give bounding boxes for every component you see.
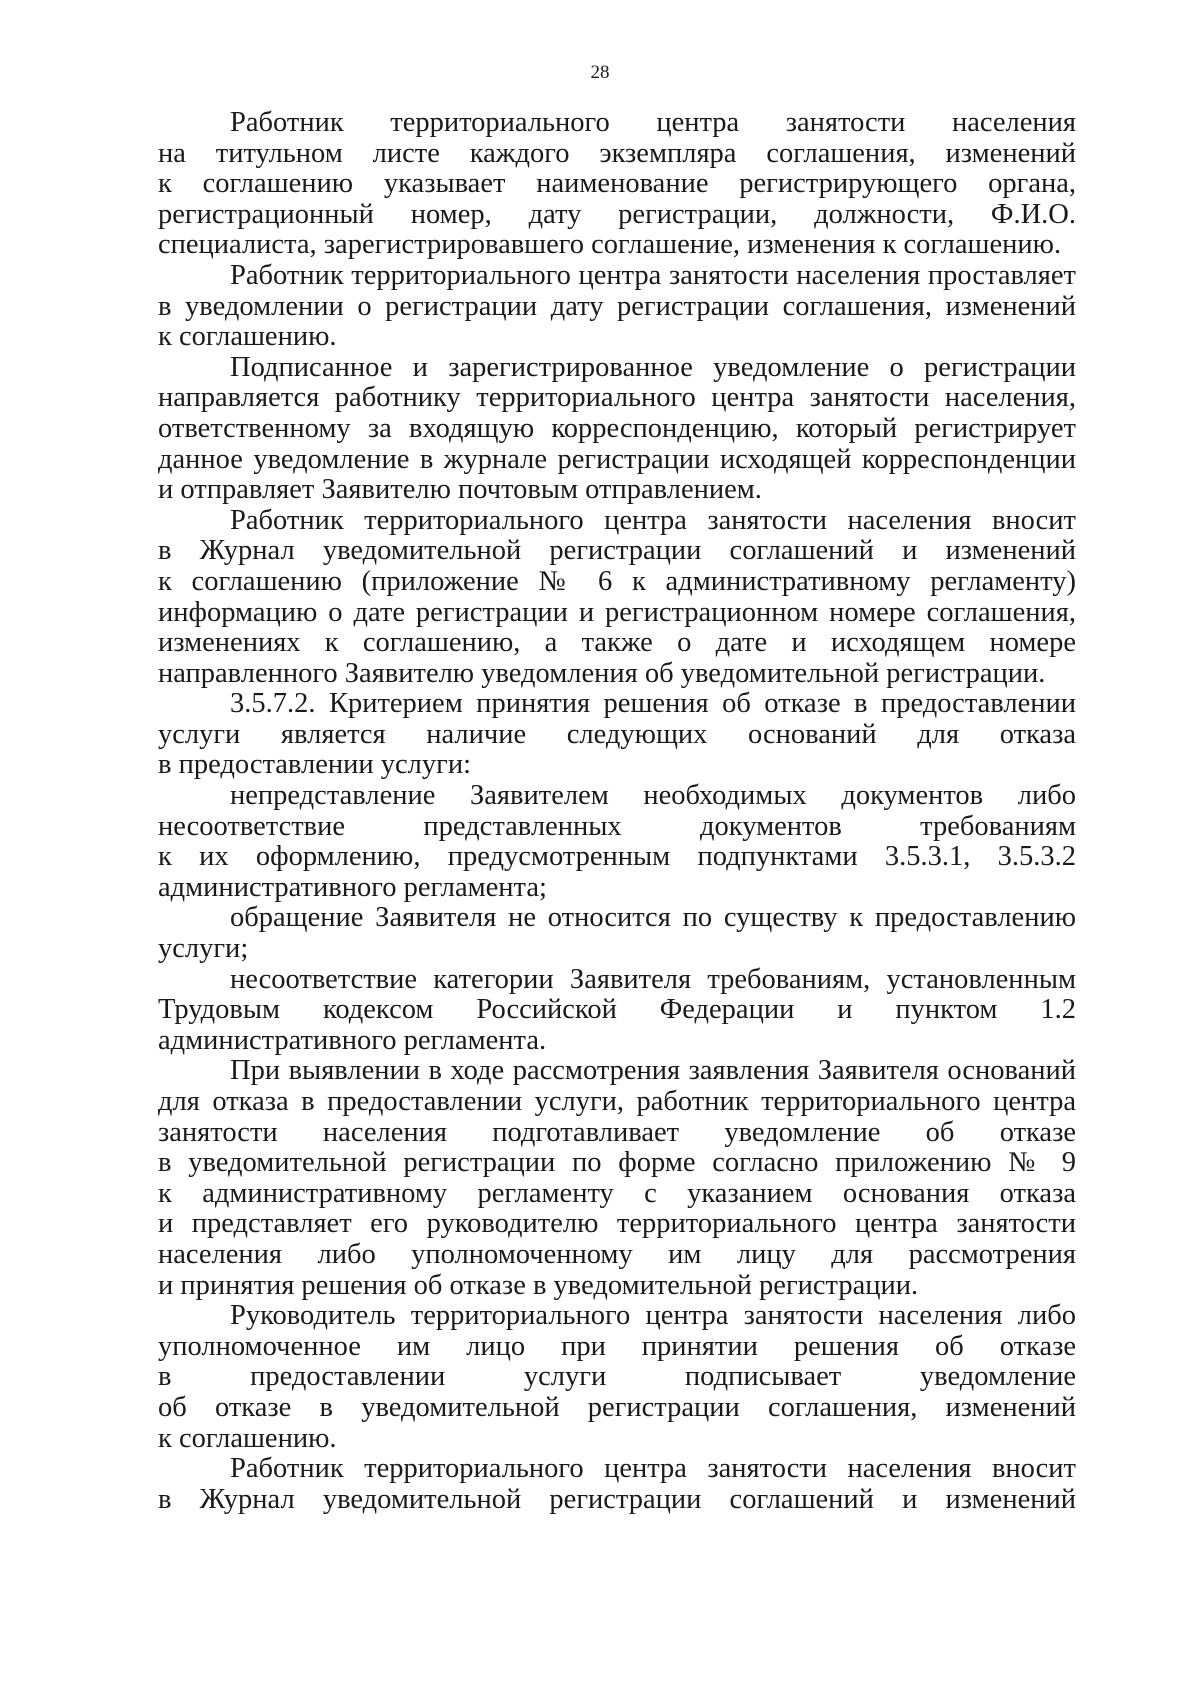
text-line: населения либо уполномоченному им лицу для рассмотрения <box>158 1238 1076 1270</box>
text-line: изменениях к соглашению, а также о дате и исходящем номере <box>158 627 1076 659</box>
text-line: к соглашению указывает наименование регистрирующего органа, <box>158 168 1076 200</box>
text-line: к административному регламенту с указанием основания отказа <box>158 1177 1076 1209</box>
paragraph <box>158 781 1076 903</box>
text-line: к соглашению. <box>158 321 337 353</box>
text-line: в уведомительной регистрации по форме согласно приложению № 9 <box>158 1147 1076 1179</box>
page-number: 28 <box>590 62 610 83</box>
text-line: Работник территориального центра занятости населения вносит <box>230 504 1076 536</box>
text-line: 3.5.7.2. Критерием принятия решения об отказе в предоставлении <box>230 688 1076 720</box>
paragraph <box>158 1301 1076 1454</box>
text-line: и представляет его руководителю территориального центра занятости <box>158 1208 1076 1240</box>
text-line: направляется работнику территориального центра занятости населения, <box>158 382 1076 414</box>
text-line: специалиста, зарегистрировавшего соглашение, изменения к соглашению. <box>158 229 1062 261</box>
text-line: Руководитель территориального центра занятости населения либо <box>230 1300 1076 1332</box>
text-line: Подписанное и зарегистрированное уведомление о регистрации <box>230 351 1076 383</box>
text-line: несоответствие категории Заявителя требованиям, установленным <box>230 963 1076 995</box>
text-line: к соглашению (приложение № 6 к административному регламенту) <box>158 565 1076 597</box>
paragraph <box>158 689 1076 781</box>
text-line: услуги является наличие следующих оснований для отказа <box>158 718 1076 750</box>
text-line: для отказа в предоставлении услуги, работник территориального центра <box>158 1086 1076 1117</box>
text-line: в предоставлении услуги подписывает уведомление <box>158 1361 1076 1393</box>
text-line: и принятия решения об отказе в уведомительной регистрации. <box>158 1269 919 1301</box>
text-line: административного регламента. <box>158 1024 547 1056</box>
text-line: услуги; <box>158 933 249 965</box>
text-line: направленного Заявителю уведомления об уведомительной регистрации. <box>158 657 1046 689</box>
text-line: об отказе в уведомительной регистрации соглашения, изменений <box>158 1391 1076 1423</box>
text-line: обращение Заявителя не относится по существу к предоставлению <box>230 902 1076 934</box>
text-line: Работник территориального центра занятости населения проставляет <box>230 259 1076 291</box>
paragraph <box>158 108 1076 261</box>
paragraph <box>158 903 1076 964</box>
text-line: регистрационный номер, дату регистрации, должности, Ф.И.О. <box>158 198 1076 230</box>
text-line: Работник территориального центра занятости населения <box>230 107 1076 138</box>
text-line: уполномоченное им лицо при принятии решения об отказе <box>158 1330 1076 1362</box>
text-line: в Журнал уведомительной регистрации соглашений и изменений <box>158 535 1076 567</box>
text-line: в Журнал уведомительной регистрации соглашений и изменений <box>158 1483 1076 1515</box>
text-line: в предоставлении услуги: <box>158 749 471 781</box>
document-body <box>158 108 1076 1515</box>
text-line: на титульном листе каждого экземпляра соглашения, изменений <box>158 137 1076 169</box>
text-line: При выявлении в ходе рассмотрения заявления Заявителя оснований <box>230 1055 1076 1087</box>
paragraph <box>158 1056 1076 1301</box>
paragraph <box>158 261 1076 353</box>
text-line: ответственному за входящую корреспонденцию, который регистрирует <box>158 412 1076 444</box>
text-line: и отправляет Заявителю почтовым отправлением. <box>158 474 762 506</box>
text-line: непредставление Заявителем необходимых документов либо <box>230 780 1076 812</box>
text-line: административного регламента; <box>158 871 547 903</box>
text-line: занятости населения подготавливает уведомление об отказе <box>158 1116 1076 1148</box>
text-line: информацию о дате регистрации и регистрационном номере соглашения, <box>158 596 1076 628</box>
paragraph <box>158 353 1076 506</box>
text-line: данное уведомление в журнале регистрации исходящей корреспонденции <box>158 443 1076 475</box>
text-line: Трудовым кодексом Российской Федерации и пунктом 1.2 <box>158 994 1076 1026</box>
text-line: к их оформлению, предусмотренным подпунктами 3.5.3.1, 3.5.3.2 <box>158 841 1076 873</box>
paragraph <box>158 1454 1076 1515</box>
text-line: несоответствие представленных документов требованиям <box>158 810 1076 842</box>
text-line: к соглашению. <box>158 1422 337 1454</box>
text-line: Работник территориального центра занятости населения вносит <box>230 1453 1076 1485</box>
paragraph <box>158 506 1076 690</box>
text-line: в уведомлении о регистрации дату регистрации соглашения, изменений <box>158 290 1076 322</box>
paragraph <box>158 965 1076 1057</box>
